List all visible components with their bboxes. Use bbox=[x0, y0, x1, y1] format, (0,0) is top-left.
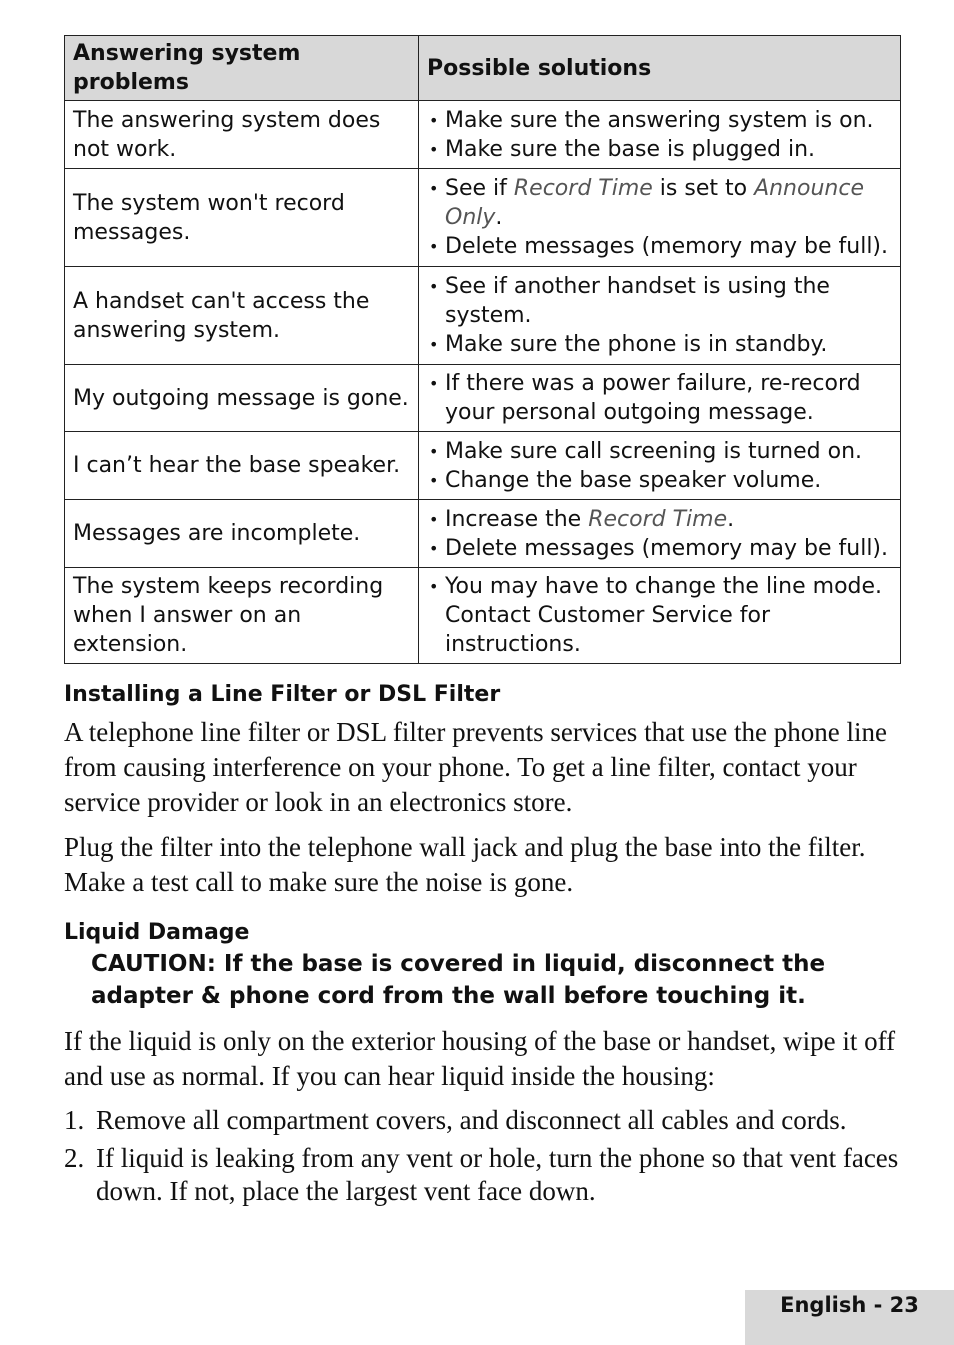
solution-list bbox=[427, 572, 892, 659]
solution-list bbox=[427, 369, 892, 427]
solution-item bbox=[427, 466, 892, 495]
problem-cell: The answering system does not work. bbox=[65, 101, 419, 169]
table-row bbox=[65, 568, 901, 664]
solution-cell bbox=[419, 432, 901, 500]
solution-cell bbox=[419, 568, 901, 664]
problem-cell: Messages are incomplete. bbox=[65, 500, 419, 568]
list-item bbox=[64, 1104, 901, 1137]
solution-list bbox=[427, 437, 892, 495]
header-problems: Answering system problems bbox=[65, 36, 419, 101]
liquid-steps-list bbox=[64, 1104, 901, 1208]
solution-text: If there was a power failure, re-record your personal outgoing message. bbox=[445, 371, 861, 425]
solution-text: . bbox=[727, 506, 735, 532]
solution-item bbox=[427, 534, 892, 563]
solution-item bbox=[427, 272, 892, 330]
solution-cell bbox=[419, 365, 901, 432]
step-text: If liquid is leaking from any vent or hole, turn the phone so that vent faces down. If not, place the largest vent face down. bbox=[96, 1143, 899, 1206]
solution-text: . bbox=[495, 205, 503, 230]
problem-cell: I can’t hear the base speaker. bbox=[65, 432, 419, 500]
menu-term: Record Time bbox=[513, 176, 653, 201]
page-number-label: English - 23 bbox=[780, 1293, 919, 1317]
line-filter-paragraph-2: Plug the filter into the telephone wall jack and plug the base into the filter. Make a test call to make sure the noise is gone. bbox=[64, 832, 866, 897]
solution-text: See if another handset is using the system. bbox=[445, 274, 830, 328]
solution-text: Change the base speaker volume. bbox=[445, 467, 822, 493]
solution-item bbox=[427, 572, 892, 659]
line-filter-heading: Installing a Line Filter or DSL Filter bbox=[64, 682, 501, 707]
solution-cell bbox=[419, 500, 901, 568]
menu-term: Announce Only bbox=[445, 176, 864, 230]
menu-term: Record Time bbox=[588, 506, 728, 532]
table-row bbox=[65, 101, 901, 169]
problem-cell: A handset can't access the answering system. bbox=[65, 267, 419, 365]
table-row bbox=[65, 169, 901, 267]
table-row bbox=[65, 365, 901, 432]
solution-cell bbox=[419, 101, 901, 169]
table-row bbox=[65, 432, 901, 500]
solution-item bbox=[427, 437, 892, 466]
solution-cell bbox=[419, 267, 901, 365]
solution-item bbox=[427, 174, 892, 232]
solution-item bbox=[427, 330, 892, 359]
page-content bbox=[64, 35, 901, 1213]
solution-text: Delete messages (memory may be full). bbox=[445, 234, 889, 259]
problem-cell: My outgoing message is gone. bbox=[65, 365, 419, 432]
step-text: Remove all compartment covers, and disconnect all cables and cords. bbox=[96, 1105, 847, 1135]
solution-cell bbox=[419, 169, 901, 267]
header-solutions: Possible solutions bbox=[419, 36, 901, 101]
solution-text: Make sure the phone is in standby. bbox=[445, 332, 828, 357]
solution-text: Increase the bbox=[445, 506, 589, 532]
table-header-row bbox=[65, 36, 901, 101]
troubleshooting-table bbox=[64, 35, 901, 664]
page-number-tab bbox=[745, 1290, 954, 1345]
step-number: 2. bbox=[64, 1143, 85, 1173]
liquid-intro-paragraph: If the liquid is only on the exterior housing of the base or handset, wipe it off and use as normal. If you can hear liquid inside the housing: bbox=[64, 1026, 896, 1091]
step-number: 1. bbox=[64, 1105, 85, 1135]
table-body bbox=[65, 101, 901, 664]
solution-item bbox=[427, 369, 892, 427]
solution-list bbox=[427, 174, 892, 261]
problem-cell: The system keeps recording when I answer on an extension. bbox=[65, 568, 419, 664]
liquid-damage-heading: Liquid Damage bbox=[64, 920, 250, 945]
solution-list bbox=[427, 272, 892, 359]
solution-text: Make sure the answering system is on. bbox=[445, 107, 874, 133]
solution-item bbox=[427, 505, 892, 534]
solution-list bbox=[427, 505, 892, 563]
solution-text: is set to bbox=[652, 176, 755, 201]
solution-text: You may have to change the line mode. Contact Customer Service for instructions. bbox=[445, 574, 883, 657]
solution-text: Delete messages (memory may be full). bbox=[445, 535, 889, 561]
solution-text: See if bbox=[445, 176, 514, 201]
solution-text: Make sure call screening is turned on. bbox=[445, 438, 863, 464]
list-item bbox=[64, 1142, 901, 1208]
solution-item bbox=[427, 232, 892, 261]
caution-notice: CAUTION: If the base is covered in liquid, disconnect the adapter & phone cord from the wall before touching it. bbox=[91, 951, 826, 1009]
solution-list bbox=[427, 106, 892, 164]
solution-item bbox=[427, 135, 892, 164]
solution-item bbox=[427, 106, 892, 135]
problem-cell: The system won't record messages. bbox=[65, 169, 419, 267]
line-filter-paragraph-1: A telephone line filter or DSL filter prevents services that use the phone line from causing interference on your phone. To get a line filter, contact your service provider or look in an electronics store. bbox=[64, 717, 887, 817]
solution-text: Make sure the base is plugged in. bbox=[445, 136, 816, 162]
table-row bbox=[65, 267, 901, 365]
table-row bbox=[65, 500, 901, 568]
